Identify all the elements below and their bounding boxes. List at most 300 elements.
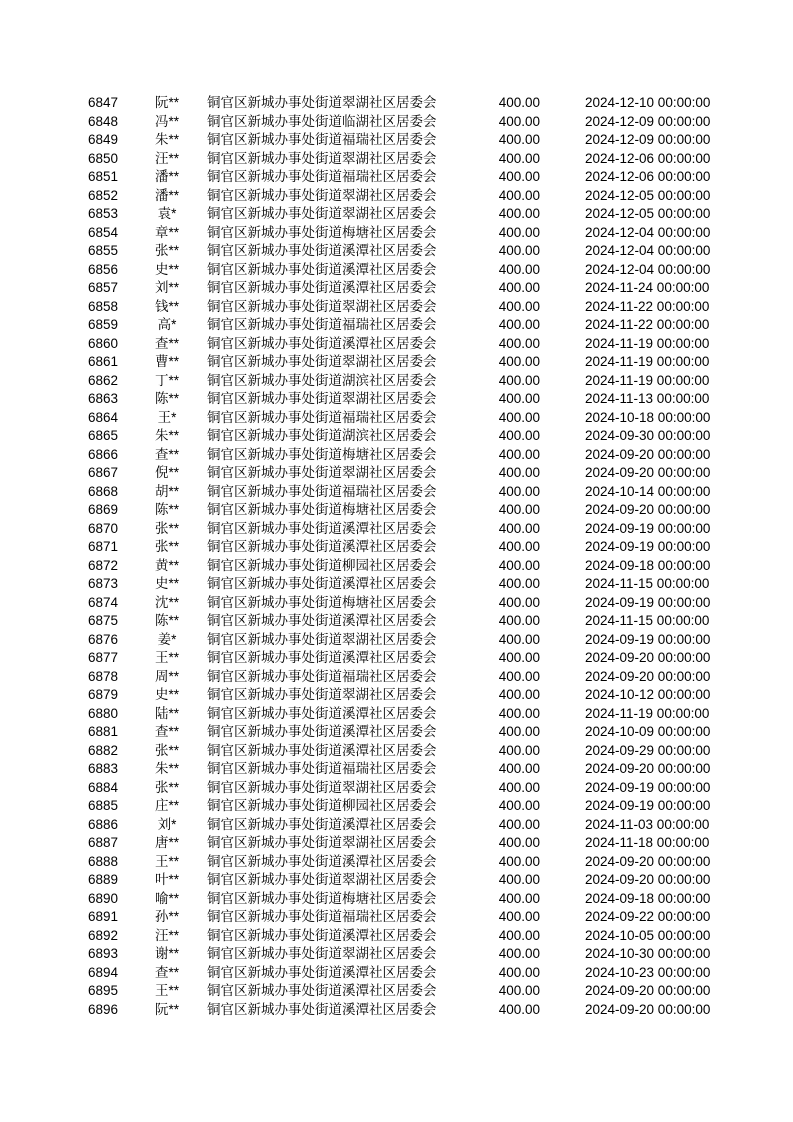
record-id: 6883 (88, 761, 119, 776)
organization-name: 铜官区新城办事处街道临湖社区居委会 (207, 113, 437, 129)
masked-name: 曹** (154, 354, 179, 369)
organization-name: 铜官区新城办事处街道溪潭社区居委会 (207, 539, 437, 554)
amount-value: 400.00 (498, 631, 540, 647)
masked-name: 张** (154, 742, 179, 758)
amount-value: 400.00 (498, 169, 540, 184)
record-id: 6851 (88, 169, 119, 184)
record-id: 6882 (88, 742, 119, 758)
timestamp-value: 2024-11-22 00:00:00 (585, 317, 710, 332)
amount-value: 400.00 (498, 95, 540, 110)
organization-name: 铜官区新城办事处街道福瑞社区居委会 (207, 668, 437, 684)
timestamp-value: 2024-10-12 00:00:00 (585, 687, 711, 702)
record-id: 6873 (88, 576, 119, 591)
amount-value: 400.00 (498, 317, 540, 332)
record-id: 6867 (88, 465, 119, 480)
timestamp-value: 2024-09-20 00:00:00 (585, 853, 711, 869)
masked-name: 袁* (157, 206, 177, 221)
table-row (0, 575, 793, 594)
timestamp-value: 2024-09-19 00:00:00 (585, 594, 711, 610)
table-row (0, 853, 793, 872)
record-id: 6891 (88, 909, 119, 924)
table-row (0, 890, 793, 909)
organization-name: 铜官区新城办事处街道溪潭社区居委会 (207, 724, 437, 739)
table-row (0, 871, 793, 890)
organization-name: 铜官区新城办事处街道溪潭社区居委会 (207, 280, 437, 295)
timestamp-value: 2024-12-09 00:00:00 (585, 132, 711, 147)
timestamp-value: 2024-09-20 00:00:00 (585, 983, 711, 998)
record-id: 6861 (88, 354, 119, 369)
record-id: 6847 (88, 95, 119, 110)
organization-name: 铜官区新城办事处街道翠湖社区居委会 (207, 354, 437, 369)
table-row (0, 964, 793, 983)
amount-value: 400.00 (498, 613, 540, 628)
organization-name: 铜官区新城办事处街道溪潭社区居委会 (207, 520, 437, 536)
timestamp-value: 2024-09-20 00:00:00 (585, 502, 711, 517)
record-id: 6887 (88, 835, 119, 850)
masked-name: 沈** (154, 594, 179, 610)
masked-name: 章** (154, 224, 179, 240)
timestamp-value: 2024-10-14 00:00:00 (585, 483, 711, 499)
amount-value: 400.00 (498, 927, 540, 943)
masked-name: 王* (157, 409, 177, 425)
amount-value: 400.00 (498, 335, 540, 351)
timestamp-value: 2024-12-04 00:00:00 (585, 261, 711, 277)
record-id: 6852 (88, 187, 119, 203)
record-id: 6879 (88, 687, 119, 702)
record-id: 6892 (88, 927, 119, 943)
organization-name: 铜官区新城办事处街道溪潭社区居委会 (207, 816, 437, 832)
organization-name: 铜官区新城办事处街道福瑞社区居委会 (207, 483, 437, 499)
record-id: 6884 (88, 779, 119, 795)
organization-name: 铜官区新城办事处街道溪潭社区居委会 (207, 983, 437, 998)
amount-value: 400.00 (498, 650, 540, 665)
table-row (0, 982, 793, 1001)
amount-value: 400.00 (498, 594, 540, 610)
masked-name: 高* (157, 317, 177, 332)
table-row (0, 594, 793, 613)
timestamp-value: 2024-11-19 00:00:00 (585, 372, 710, 388)
table-row (0, 483, 793, 502)
amount-value: 400.00 (498, 243, 540, 258)
masked-name: 阮** (154, 1001, 179, 1017)
organization-name: 铜官区新城办事处街道福瑞社区居委会 (207, 317, 437, 332)
masked-name: 朱** (154, 428, 179, 443)
timestamp-value: 2024-10-05 00:00:00 (585, 927, 711, 943)
masked-name: 冯** (154, 113, 179, 129)
amount-value: 400.00 (498, 576, 540, 591)
organization-name: 铜官区新城办事处街道溪潭社区居委会 (207, 742, 437, 758)
table-row (0, 501, 793, 520)
record-id: 6893 (88, 946, 119, 961)
record-id: 6862 (88, 372, 119, 388)
table-row (0, 113, 793, 132)
table-row (0, 150, 793, 169)
amount-value: 400.00 (498, 465, 540, 480)
masked-name: 丁** (154, 372, 179, 388)
amount-value: 400.00 (498, 372, 540, 388)
amount-value: 400.00 (498, 428, 540, 443)
timestamp-value: 2024-09-18 00:00:00 (585, 890, 711, 906)
organization-name: 铜官区新城办事处街道梅塘社区居委会 (207, 890, 437, 906)
timestamp-value: 2024-09-20 00:00:00 (585, 761, 711, 776)
record-id: 6856 (88, 261, 119, 277)
table-row (0, 316, 793, 335)
table-row (0, 927, 793, 946)
organization-name: 铜官区新城办事处街道柳园社区居委会 (207, 798, 437, 813)
masked-name: 查** (154, 446, 179, 462)
masked-name: 庄** (154, 798, 179, 813)
timestamp-value: 2024-12-04 00:00:00 (585, 243, 711, 258)
amount-value: 400.00 (498, 539, 540, 554)
timestamp-value: 2024-09-19 00:00:00 (585, 539, 711, 554)
table-row (0, 612, 793, 631)
organization-name: 铜官区新城办事处街道福瑞社区居委会 (207, 909, 437, 924)
masked-name: 唐** (154, 835, 179, 850)
table-row (0, 834, 793, 853)
timestamp-value: 2024-11-18 00:00:00 (585, 835, 710, 850)
amount-value: 400.00 (498, 354, 540, 369)
amount-value: 400.00 (498, 724, 540, 739)
amount-value: 400.00 (498, 483, 540, 499)
organization-name: 铜官区新城办事处街道翠湖社区居委会 (207, 872, 437, 887)
masked-name: 史** (154, 687, 179, 702)
masked-name: 查** (154, 724, 179, 739)
timestamp-value: 2024-09-19 00:00:00 (585, 779, 711, 795)
record-id: 6854 (88, 224, 119, 240)
table-row (0, 390, 793, 409)
record-id: 6857 (88, 280, 119, 295)
timestamp-value: 2024-12-10 00:00:00 (585, 95, 711, 110)
organization-name: 铜官区新城办事处街道福瑞社区居委会 (207, 132, 437, 147)
organization-name: 铜官区新城办事处街道溪潭社区居委会 (207, 261, 437, 277)
organization-name: 铜官区新城办事处街道翠湖社区居委会 (207, 946, 437, 961)
amount-value: 400.00 (498, 298, 540, 314)
organization-name: 铜官区新城办事处街道福瑞社区居委会 (207, 169, 437, 184)
record-id: 6876 (88, 631, 119, 647)
organization-name: 铜官区新城办事处街道溪潭社区居委会 (207, 853, 437, 869)
organization-name: 铜官区新城办事处街道溪潭社区居委会 (207, 650, 437, 665)
organization-name: 铜官区新城办事处街道梅塘社区居委会 (207, 594, 437, 610)
table-row (0, 464, 793, 483)
timestamp-value: 2024-10-30 00:00:00 (585, 946, 711, 961)
record-id: 6859 (88, 317, 119, 332)
amount-value: 400.00 (498, 983, 540, 998)
record-id: 6894 (88, 964, 119, 980)
organization-name: 铜官区新城办事处街道溪潭社区居委会 (207, 927, 437, 943)
timestamp-value: 2024-11-15 00:00:00 (585, 576, 710, 591)
record-id: 6850 (88, 150, 119, 166)
table-row (0, 557, 793, 576)
masked-name: 黄** (154, 557, 179, 573)
table-row (0, 649, 793, 668)
table-row (0, 779, 793, 798)
organization-name: 铜官区新城办事处街道湖滨社区居委会 (207, 428, 437, 443)
table-row (0, 409, 793, 428)
record-id: 6896 (88, 1001, 119, 1017)
organization-name: 铜官区新城办事处街道溪潭社区居委会 (207, 613, 437, 628)
timestamp-value: 2024-09-29 00:00:00 (585, 742, 711, 758)
organization-name: 铜官区新城办事处街道翠湖社区居委会 (207, 779, 437, 795)
timestamp-value: 2024-12-06 00:00:00 (585, 150, 711, 166)
table-row (0, 224, 793, 243)
timestamp-value: 2024-10-18 00:00:00 (585, 409, 711, 425)
masked-name: 汪** (154, 150, 179, 166)
table-row (0, 520, 793, 539)
masked-name: 王** (154, 650, 179, 665)
organization-name: 铜官区新城办事处街道梅塘社区居委会 (207, 502, 437, 517)
organization-name: 铜官区新城办事处街道溪潭社区居委会 (207, 964, 437, 980)
timestamp-value: 2024-09-20 00:00:00 (585, 668, 711, 684)
masked-name: 倪** (154, 465, 179, 480)
masked-name: 陈** (154, 613, 179, 628)
timestamp-value: 2024-09-18 00:00:00 (585, 557, 711, 573)
masked-name: 陈** (154, 502, 179, 517)
records-table (0, 94, 793, 1019)
amount-value: 400.00 (498, 687, 540, 702)
organization-name: 铜官区新城办事处街道柳园社区居委会 (207, 557, 437, 573)
masked-name: 喻** (154, 890, 179, 906)
masked-name: 刘* (157, 816, 177, 832)
record-id: 6895 (88, 983, 119, 998)
table-row (0, 335, 793, 354)
record-id: 6864 (88, 409, 119, 425)
timestamp-value: 2024-11-19 00:00:00 (585, 354, 710, 369)
amount-value: 400.00 (498, 742, 540, 758)
organization-name: 铜官区新城办事处街道翠湖社区居委会 (207, 465, 437, 480)
masked-name: 史** (154, 261, 179, 277)
timestamp-value: 2024-12-06 00:00:00 (585, 169, 711, 184)
table-row (0, 760, 793, 779)
record-id: 6877 (88, 650, 119, 665)
amount-value: 400.00 (498, 816, 540, 832)
organization-name: 铜官区新城办事处街道翠湖社区居委会 (207, 187, 437, 203)
amount-value: 400.00 (498, 872, 540, 887)
table-row (0, 353, 793, 372)
timestamp-value: 2024-11-15 00:00:00 (585, 613, 710, 628)
masked-name: 陆** (154, 705, 179, 721)
timestamp-value: 2024-09-20 00:00:00 (585, 446, 711, 462)
organization-name: 铜官区新城办事处街道溪潭社区居委会 (207, 335, 437, 351)
table-row (0, 298, 793, 317)
amount-value: 400.00 (498, 779, 540, 795)
record-id: 6889 (88, 872, 119, 887)
record-id: 6888 (88, 853, 119, 869)
record-id: 6848 (88, 113, 119, 129)
table-row (0, 686, 793, 705)
table-row (0, 1001, 793, 1020)
table-row (0, 94, 793, 113)
record-id: 6858 (88, 298, 119, 314)
amount-value: 400.00 (498, 705, 540, 721)
timestamp-value: 2024-09-30 00:00:00 (585, 428, 711, 443)
masked-name: 查** (154, 964, 179, 980)
timestamp-value: 2024-09-20 00:00:00 (585, 1001, 711, 1017)
masked-name: 朱** (154, 132, 179, 147)
masked-name: 张** (154, 779, 179, 795)
masked-name: 钱** (154, 298, 179, 314)
amount-value: 400.00 (498, 798, 540, 813)
amount-value: 400.00 (498, 187, 540, 203)
record-id: 6863 (88, 391, 119, 406)
masked-name: 周** (154, 668, 179, 684)
masked-name: 张** (154, 520, 179, 536)
timestamp-value: 2024-11-03 00:00:00 (585, 816, 710, 832)
timestamp-value: 2024-12-09 00:00:00 (585, 113, 711, 129)
amount-value: 400.00 (498, 557, 540, 573)
amount-value: 400.00 (498, 113, 540, 129)
timestamp-value: 2024-11-13 00:00:00 (585, 391, 710, 406)
organization-name: 铜官区新城办事处街道翠湖社区居委会 (207, 95, 437, 110)
record-id: 6875 (88, 613, 119, 628)
record-id: 6870 (88, 520, 119, 536)
timestamp-value: 2024-11-19 00:00:00 (585, 335, 710, 351)
record-id: 6869 (88, 502, 119, 517)
amount-value: 400.00 (498, 946, 540, 961)
amount-value: 400.00 (498, 853, 540, 869)
table-row (0, 723, 793, 742)
timestamp-value: 2024-09-19 00:00:00 (585, 798, 711, 813)
record-id: 6871 (88, 539, 119, 554)
record-id: 6866 (88, 446, 119, 462)
amount-value: 400.00 (498, 206, 540, 221)
amount-value: 400.00 (498, 132, 540, 147)
organization-name: 铜官区新城办事处街道梅塘社区居委会 (207, 224, 437, 240)
masked-name: 陈** (154, 391, 179, 406)
timestamp-value: 2024-10-09 00:00:00 (585, 724, 711, 739)
record-id: 6865 (88, 428, 119, 443)
record-id: 6868 (88, 483, 119, 499)
timestamp-value: 2024-11-19 00:00:00 (585, 705, 710, 721)
organization-name: 铜官区新城办事处街道福瑞社区居委会 (207, 761, 437, 776)
masked-name: 胡** (154, 483, 179, 499)
organization-name: 铜官区新城办事处街道溪潭社区居委会 (207, 1001, 437, 1017)
table-row (0, 131, 793, 150)
amount-value: 400.00 (498, 391, 540, 406)
record-id: 6878 (88, 668, 119, 684)
timestamp-value: 2024-09-20 00:00:00 (585, 465, 711, 480)
organization-name: 铜官区新城办事处街道翠湖社区居委会 (207, 835, 437, 850)
masked-name: 查** (154, 335, 179, 351)
table-row (0, 446, 793, 465)
organization-name: 铜官区新城办事处街道福瑞社区居委会 (207, 409, 437, 425)
amount-value: 400.00 (498, 261, 540, 277)
amount-value: 400.00 (498, 835, 540, 850)
masked-name: 潘** (154, 187, 179, 203)
amount-value: 400.00 (498, 150, 540, 166)
masked-name: 谢** (154, 946, 179, 961)
table-row (0, 631, 793, 650)
organization-name: 铜官区新城办事处街道梅塘社区居委会 (207, 446, 437, 462)
timestamp-value: 2024-11-22 00:00:00 (585, 298, 710, 314)
table-row (0, 187, 793, 206)
table-row (0, 945, 793, 964)
amount-value: 400.00 (498, 668, 540, 684)
timestamp-value: 2024-12-04 00:00:00 (585, 224, 711, 240)
amount-value: 400.00 (498, 446, 540, 462)
timestamp-value: 2024-09-20 00:00:00 (585, 872, 711, 887)
amount-value: 400.00 (498, 964, 540, 980)
organization-name: 铜官区新城办事处街道翠湖社区居委会 (207, 206, 437, 221)
timestamp-value: 2024-12-05 00:00:00 (585, 206, 711, 221)
timestamp-value: 2024-09-19 00:00:00 (585, 520, 711, 536)
table-row (0, 816, 793, 835)
amount-value: 400.00 (498, 761, 540, 776)
organization-name: 铜官区新城办事处街道翠湖社区居委会 (207, 391, 437, 406)
organization-name: 铜官区新城办事处街道湖滨社区居委会 (207, 372, 437, 388)
timestamp-value: 2024-12-05 00:00:00 (585, 187, 711, 203)
amount-value: 400.00 (498, 1001, 540, 1017)
organization-name: 铜官区新城办事处街道翠湖社区居委会 (207, 631, 437, 647)
organization-name: 铜官区新城办事处街道翠湖社区居委会 (207, 298, 437, 314)
masked-name: 王** (154, 983, 179, 998)
record-id: 6860 (88, 335, 119, 351)
record-id: 6874 (88, 594, 119, 610)
record-id: 6853 (88, 206, 119, 221)
masked-name: 孙** (154, 909, 179, 924)
organization-name: 铜官区新城办事处街道溪潭社区居委会 (207, 705, 437, 721)
record-id: 6881 (88, 724, 119, 739)
record-id: 6885 (88, 798, 119, 813)
masked-name: 张** (154, 243, 179, 258)
masked-name: 叶** (154, 872, 179, 887)
amount-value: 400.00 (498, 280, 540, 295)
table-row (0, 742, 793, 761)
table-row (0, 168, 793, 187)
masked-name: 阮** (154, 95, 179, 110)
record-id: 6855 (88, 243, 119, 258)
amount-value: 400.00 (498, 520, 540, 536)
table-row (0, 668, 793, 687)
masked-name: 潘** (154, 169, 179, 184)
record-id: 6886 (88, 816, 119, 832)
table-row (0, 242, 793, 261)
masked-name: 汪** (154, 927, 179, 943)
timestamp-value: 2024-09-20 00:00:00 (585, 650, 711, 665)
masked-name: 张** (154, 539, 179, 554)
timestamp-value: 2024-11-24 00:00:00 (585, 280, 710, 295)
organization-name: 铜官区新城办事处街道翠湖社区居委会 (207, 150, 437, 166)
table-row (0, 372, 793, 391)
amount-value: 400.00 (498, 409, 540, 425)
record-id: 6849 (88, 132, 119, 147)
timestamp-value: 2024-09-22 00:00:00 (585, 909, 711, 924)
masked-name: 史** (154, 576, 179, 591)
record-id: 6872 (88, 557, 119, 573)
timestamp-value: 2024-10-23 00:00:00 (585, 964, 711, 980)
table-row (0, 427, 793, 446)
masked-name: 朱** (154, 761, 179, 776)
masked-name: 刘** (154, 280, 179, 295)
organization-name: 铜官区新城办事处街道翠湖社区居委会 (207, 687, 437, 702)
table-row (0, 205, 793, 224)
table-row (0, 538, 793, 557)
masked-name: 王** (154, 853, 179, 869)
table-row (0, 908, 793, 927)
record-id: 6890 (88, 890, 119, 906)
table-row (0, 279, 793, 298)
amount-value: 400.00 (498, 224, 540, 240)
table-row (0, 797, 793, 816)
table-row (0, 705, 793, 724)
timestamp-value: 2024-09-19 00:00:00 (585, 631, 711, 647)
record-id: 6880 (88, 705, 119, 721)
amount-value: 400.00 (498, 502, 540, 517)
organization-name: 铜官区新城办事处街道溪潭社区居委会 (207, 576, 437, 591)
table-row (0, 261, 793, 280)
amount-value: 400.00 (498, 909, 540, 924)
organization-name: 铜官区新城办事处街道溪潭社区居委会 (207, 243, 437, 258)
masked-name: 姜* (157, 631, 177, 647)
